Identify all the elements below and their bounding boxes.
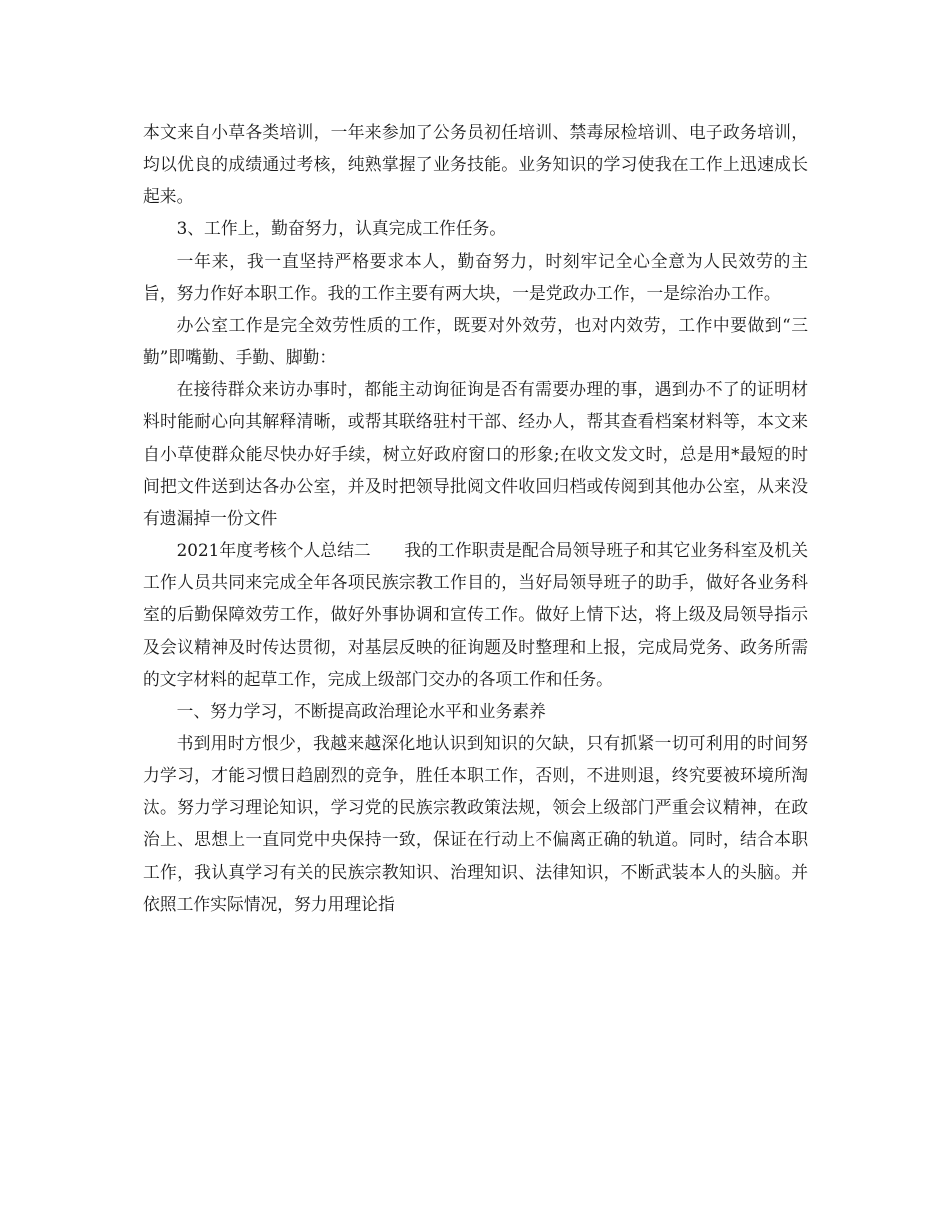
paragraph-1: 本文来自小草各类培训，一年来参加了公务员初任培训、禁毒尿检培训、电子政务培训，均以优良的成绩通过考核，纯熟掌握了业务技能。业务知识的学习使我在工作上迅速成长起来。 bbox=[143, 122, 808, 207]
paragraph-6: 2021年度考核个人总结二 我的工作职责是配合局领导班子和其它业务科室及机关工作人员共同来完成全年各项民族宗教工作目的，当好局领导班子的助手，做好各业务科室的后勤保障效劳工作，做好外事协调和宣传工作。做好上情下达，将上级及局领导指示及会议精神及时传达贯彻，对基层反映的征询题及时整理和上报，完成局党务、政务所需的文字材料的起草工作，完成上级部门交办的各项工作和任务。 bbox=[143, 540, 808, 689]
paragraph-5: 在接待群众来访办事时，都能主动询征询是否有需要办理的事，遇到办不了的证明材料时能耐心向其解释清晰，或帮其联络驻村干部、经办人，帮其查看档案材料等，本文来自小草使群众能尽快办好手续，树立好政府窗口的形象;在收文发文时，总是用*最短的时间把文件送到达各办公室，并及时把领导批阅文件收回归档或传阅到其他办公室，从来没有遗漏掉一份文件 bbox=[143, 379, 808, 528]
document-body bbox=[143, 116, 808, 920]
paragraph-3: 一年来，我一直坚持严格要求本人，勤奋努力，时刻牢记全心全意为人民效劳的主旨，努力作好本职工作。我的工作主要有两大块，一是党政办工作，一是综治办工作。 bbox=[143, 250, 808, 303]
paragraph-2: 3、工作上，勤奋努力，认真完成工作任务。 bbox=[176, 218, 507, 239]
paragraph-8: 书到用时方恨少，我越来越深化地认识到知识的欠缺，只有抓紧一切可利用的时间努力学习，才能习惯日趋剧烈的竞争，胜任本职工作，否则，不进则退，终究要被环境所淘汰。努力学习理论知识，学习党的民族宗教政策法规，领会上级部门严重会议精神，在政治上、思想上一直同党中央保持一致，保证在行动上不偏离正确的轨道。同时，结合本职工作，我认真学习有关的民族宗教知识、治理知识、法律知识，不断武装本人的头脑。并依照工作实际情况，努力用理论指 bbox=[143, 732, 808, 914]
section-heading: 一、努力学习，不断提高政治理论水平和业务素养 bbox=[176, 700, 546, 721]
paragraph-4: 办公室工作是完全效劳性质的工作，既要对外效劳，也对内效劳，工作中要做到“三勤”即嘴勤、手勤、脚勤： bbox=[143, 314, 808, 368]
